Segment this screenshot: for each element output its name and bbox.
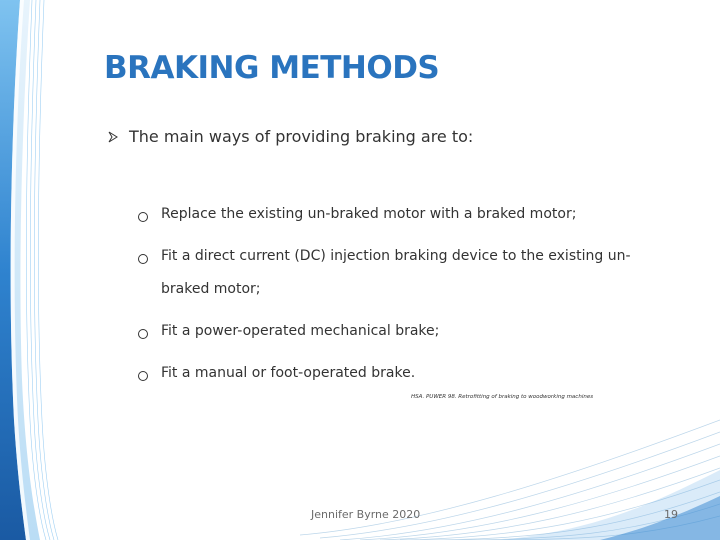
sub-bullet-text: Replace the existing un-braked motor with a braked motor; [161, 206, 577, 222]
hollow-circle-icon [138, 329, 148, 339]
sub-bullet-text: Fit a power-operated mechanical brake; [161, 323, 440, 339]
list-item [138, 324, 678, 348]
source-citation: HSA. PUWER 98. Retrofitting of braking to woodworking machines [411, 394, 594, 400]
sub-bullet-text: Fit a manual or foot-operated brake. [161, 365, 416, 381]
main-bullet-text: The main ways of providing braking are to: [129, 127, 474, 146]
page-number: 19 [664, 508, 678, 521]
list-item [138, 249, 678, 306]
hollow-circle-icon [138, 371, 148, 381]
left-decoration [0, 0, 60, 540]
main-bullet [108, 127, 473, 146]
hollow-circle-icon [138, 254, 148, 264]
list-item [138, 366, 678, 390]
sub-bullet-list [138, 207, 678, 408]
footer-author: Jennifer Byrne 2020 [311, 508, 421, 521]
hollow-circle-icon [138, 212, 148, 222]
slide-title: BRAKING METHODS [104, 50, 440, 86]
sub-bullet-text: Fit a direct current (DC) injection braking device to the existing un-braked motor; [161, 248, 631, 297]
arrow-right-icon [108, 131, 118, 143]
list-item [138, 207, 678, 231]
